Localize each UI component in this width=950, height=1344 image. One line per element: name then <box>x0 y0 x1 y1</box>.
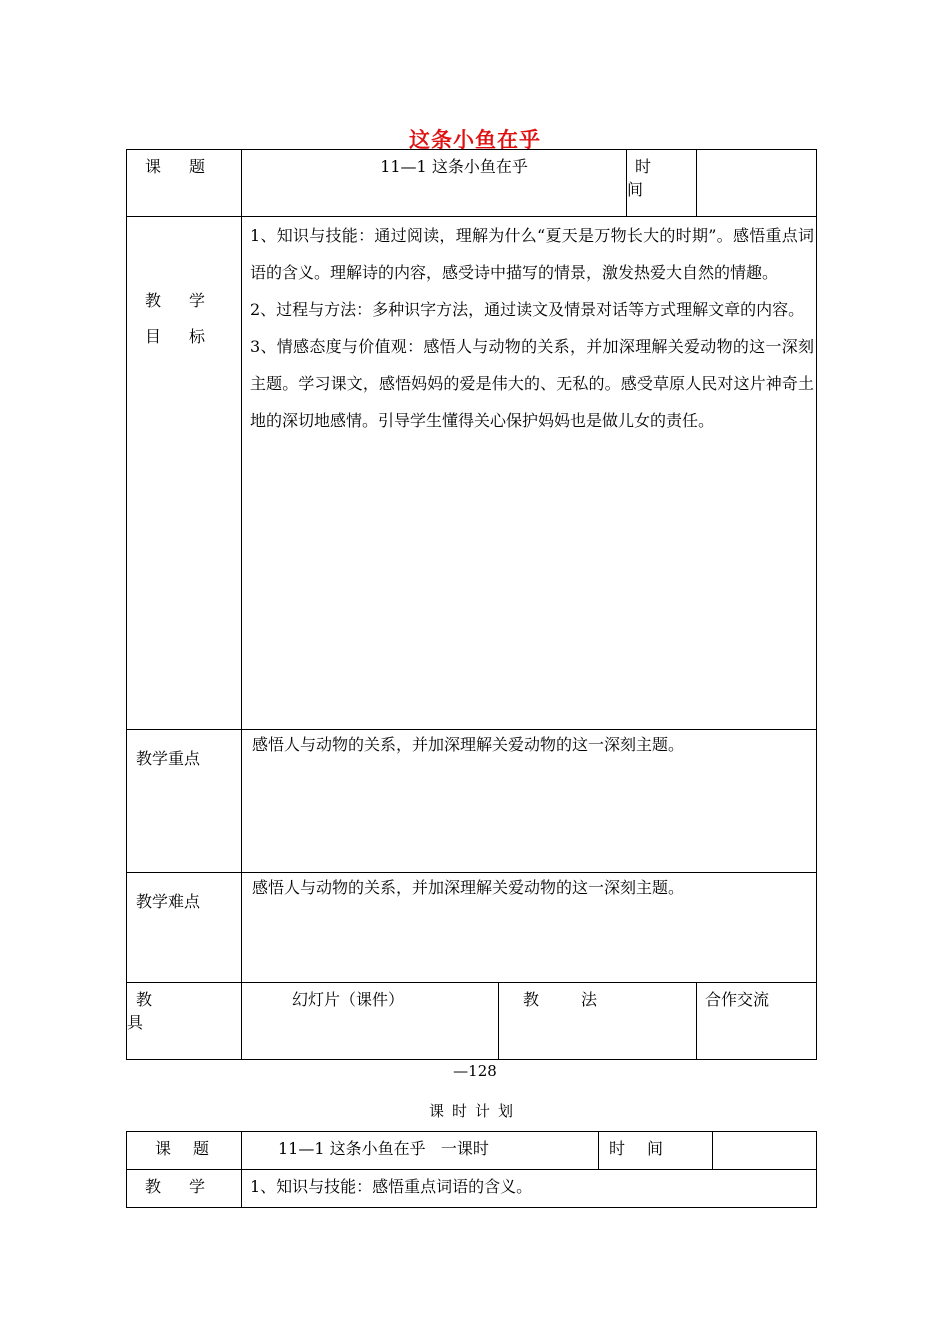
goals-value-2: 1、知识与技能：感悟重点词语的含义。 <box>250 1177 533 1196</box>
plan-title: 课时计划 <box>428 1102 521 1120</box>
difficulty-value: 感悟人与动物的关系，并加深理解关爱动物的这一深刻主题。 <box>252 878 685 897</box>
page-number: —128 <box>453 1062 497 1080</box>
time-label: 时间 <box>627 157 700 199</box>
document-title: 这条小鱼在乎 <box>409 128 541 152</box>
lesson-label-cell <box>127 150 242 217</box>
tools-value-cell <box>242 983 499 1060</box>
lesson-plan-table <box>126 149 817 1060</box>
time-label-2: 时间 <box>609 1139 686 1158</box>
tools-label: 教具 <box>127 990 191 1032</box>
method-label: 教法 <box>523 990 640 1009</box>
time-value-cell <box>697 150 817 217</box>
time-value-cell-2 <box>713 1132 817 1170</box>
method-value-cell <box>697 983 817 1060</box>
lesson-label-2: 课题 <box>155 1139 232 1158</box>
goals-label-cell <box>127 217 242 730</box>
lesson-value-cell <box>242 150 627 217</box>
goals-value-cell-2 <box>242 1170 817 1208</box>
goal-item: 3、情感态度与价值观：感悟人与动物的关系，并加深理解关爱动物的这一深刻主题。学习课文，感悟妈妈的爱是伟大的、无私的。感受草原人民对这片神奇土地的深切地感情。引导学生懂得关心保护妈妈也是做儿女的责任。 <box>250 337 815 430</box>
difficulty-label: 教学难点 <box>136 892 201 911</box>
key-value-cell <box>242 730 817 873</box>
time-label-cell-2 <box>599 1132 713 1170</box>
goal-item: 1、知识与技能：通过阅读，理解为什么“夏天是万物长大的时期”。感悟重点词语的含义。理解诗的内容，感受诗中描写的情景，激发热爱大自然的情趣。 <box>250 226 815 282</box>
goals-label-2: 目标 <box>145 327 234 346</box>
goals-label-2b: 教学 <box>145 1177 234 1196</box>
lesson-value-cell-2 <box>242 1132 599 1170</box>
lesson-value-2: 11—1 这条小鱼在乎 一课时 <box>278 1139 489 1158</box>
goal-item: 2、过程与方法：多种识字方法，通过读文及情景对话等方式理解文章的内容。 <box>250 300 805 319</box>
goals-label-cell-2 <box>127 1170 242 1208</box>
time-label-cell <box>627 150 700 217</box>
difficulty-label-cell <box>127 873 242 983</box>
tools-value: 幻灯片（课件） <box>292 990 405 1009</box>
tools-label-cell <box>127 983 242 1060</box>
method-label-cell <box>499 983 697 1060</box>
method-value: 合作交流 <box>705 990 770 1009</box>
lesson-plan-table-2 <box>126 1131 817 1208</box>
goals-label-1: 教学 <box>145 291 234 310</box>
goals-cell <box>242 217 817 730</box>
lesson-value: 11—1 这条小鱼在乎 <box>380 157 528 176</box>
key-label: 教学重点 <box>136 749 201 768</box>
lesson-label: 课题 <box>145 157 234 176</box>
key-value: 感悟人与动物的关系，并加深理解关爱动物的这一深刻主题。 <box>252 735 685 754</box>
lesson-label-cell-2 <box>127 1132 242 1170</box>
key-label-cell <box>127 730 242 873</box>
difficulty-value-cell <box>242 873 817 983</box>
